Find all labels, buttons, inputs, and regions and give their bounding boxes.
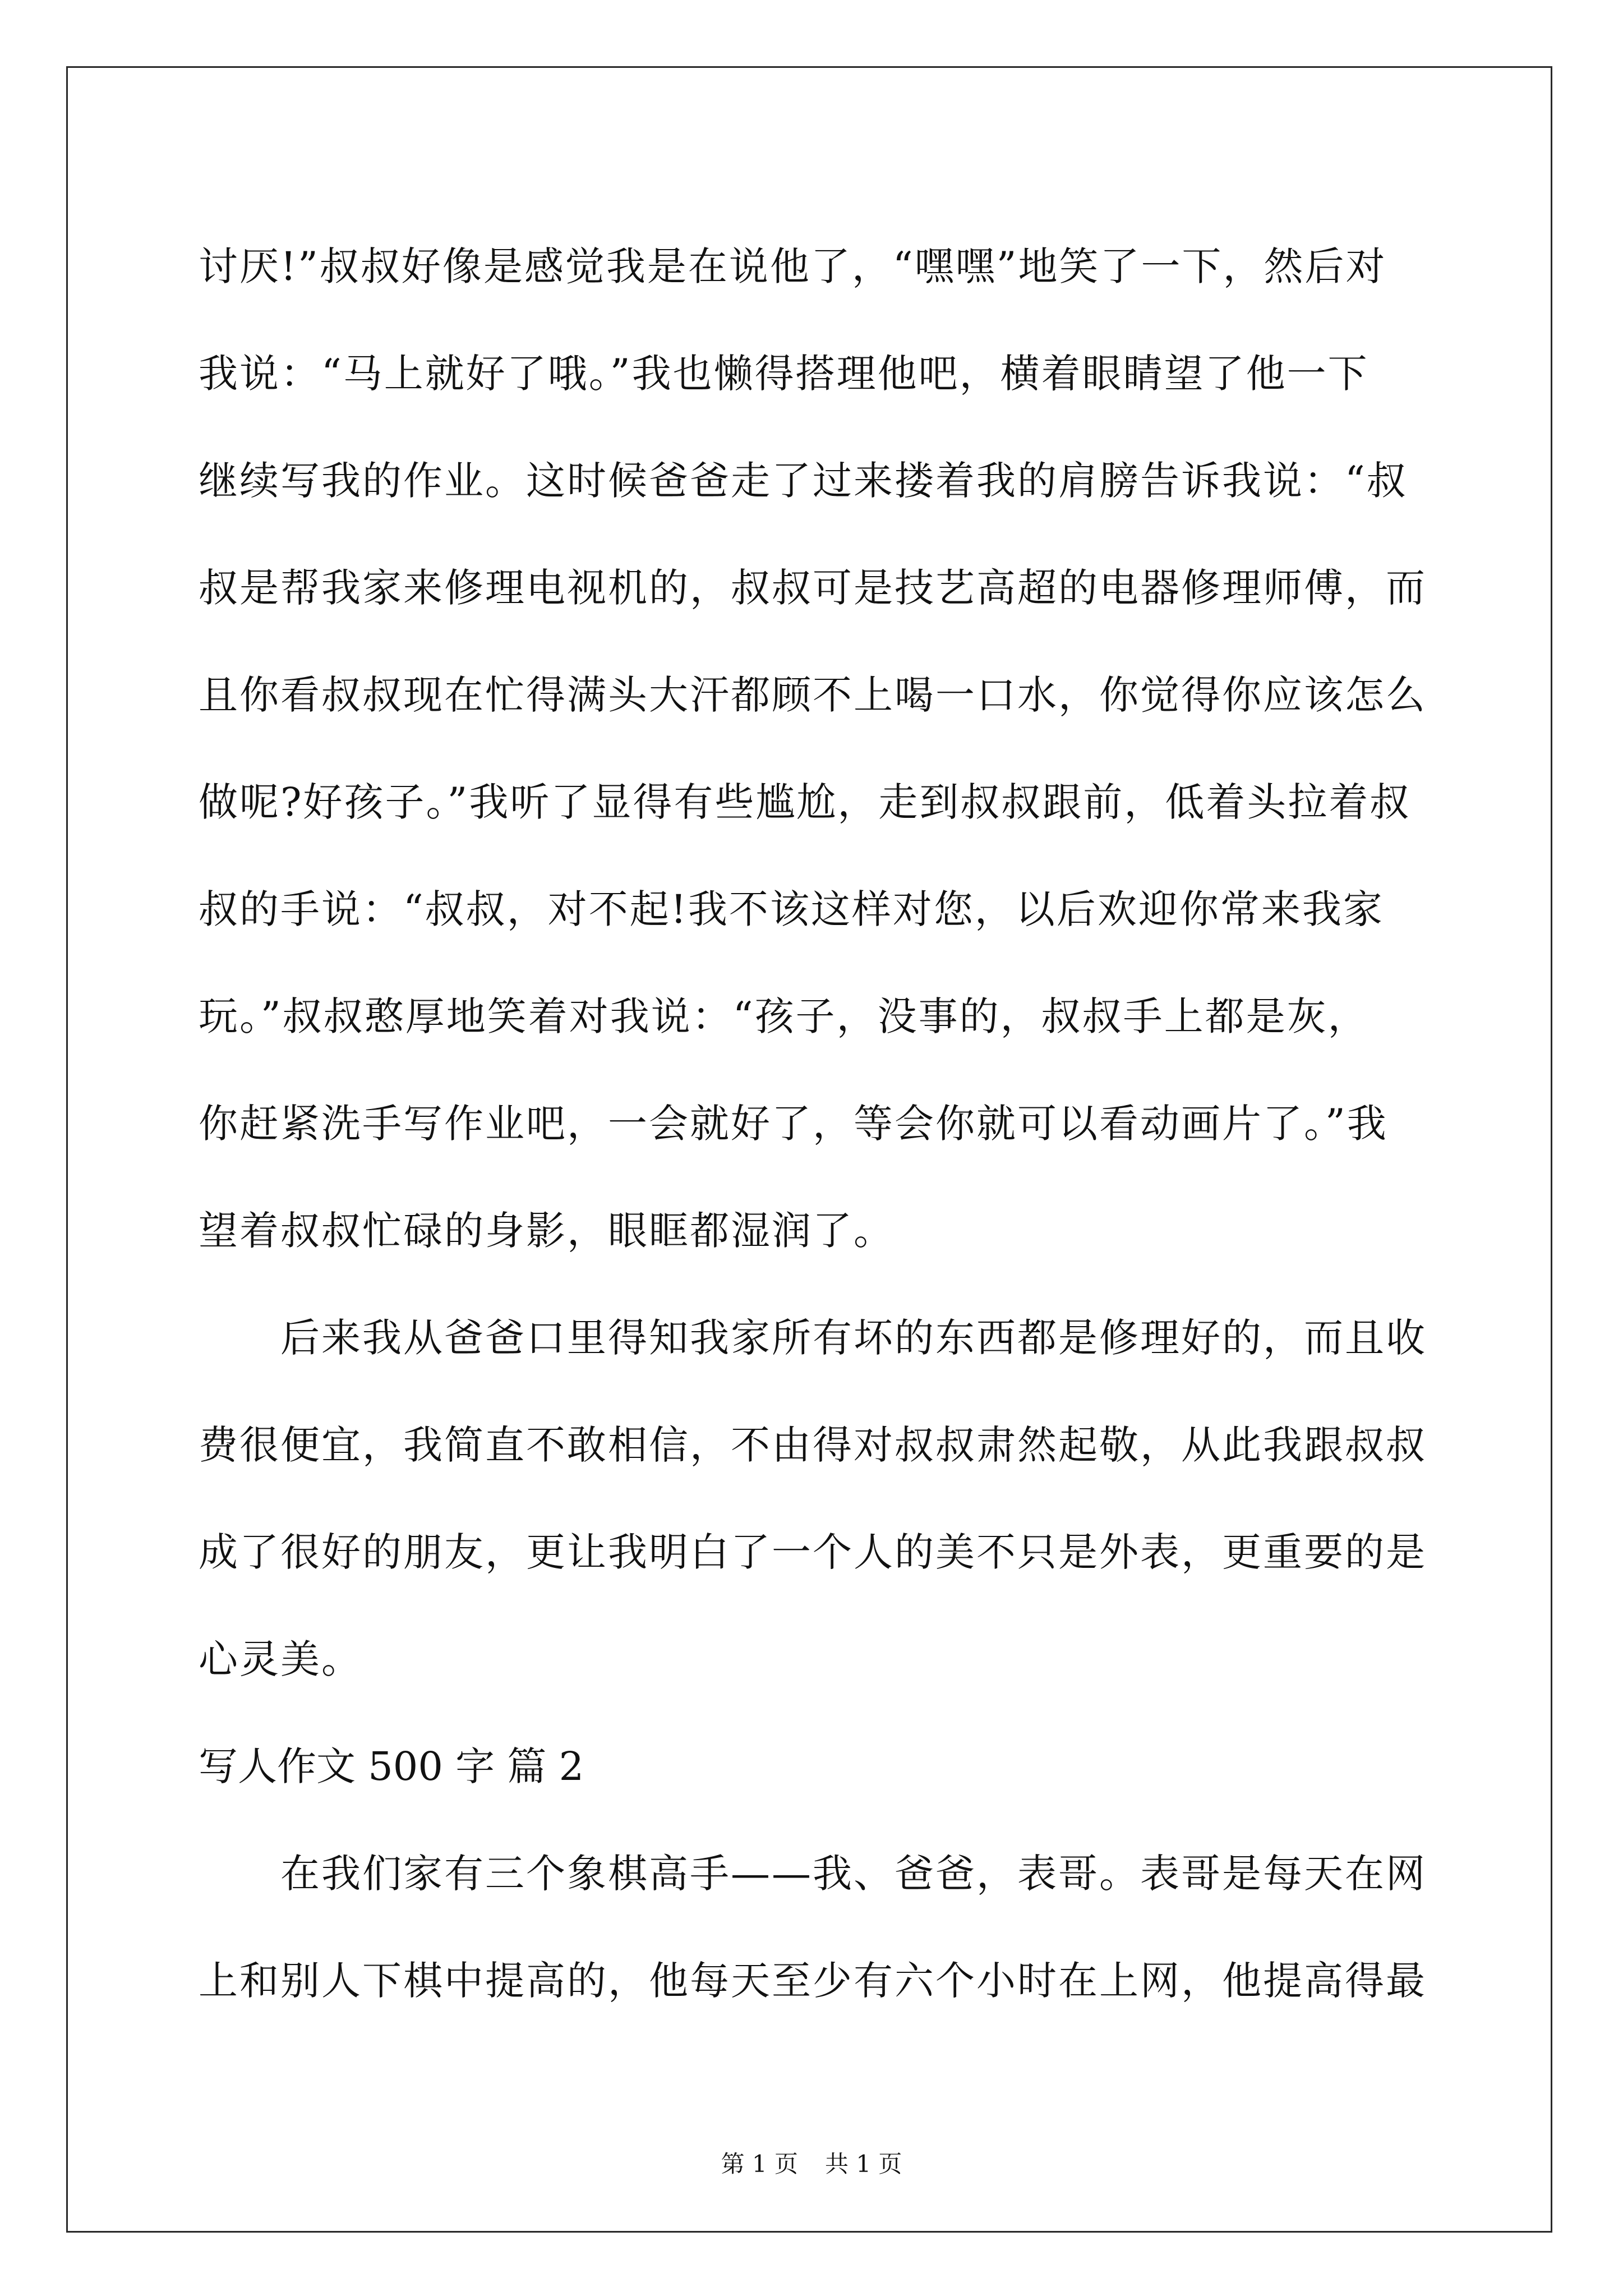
text-line: 你赶紧洗手写作业吧，一会就好了，等会你就可以看动画片了。”我 — [199, 1101, 1388, 1147]
page-number: 第 1 页 — [721, 2150, 798, 2178]
text-line: 望着叔叔忙碌的身影，眼眶都湿润了。 — [199, 1208, 895, 1254]
text-line: 叔的手说：“叔叔，对不起!我不该这样对您，以后欢迎你常来我家 — [199, 886, 1384, 932]
page-footer — [0, 2147, 1623, 2181]
section-heading: 写人作文 500 字 篇 2 — [199, 1743, 584, 1789]
text-line: 且你看叔叔现在忙得满头大汗都顾不上喝一口水，你觉得你应该怎么 — [199, 672, 1427, 718]
text-line: 心灵美。 — [199, 1636, 362, 1682]
text-line: 我说：“马上就好了哦。”我也懒得搭理他吧，横着眼睛望了他一下 — [199, 351, 1369, 397]
text-line: 玩。”叔叔憨厚地笑着对我说：“孩子，没事的，叔叔手上都是灰， — [199, 993, 1369, 1039]
text-line: 继续写我的作业。这时候爸爸走了过来搂着我的肩膀告诉我说：“叔 — [199, 458, 1408, 504]
text-line: 叔是帮我家来修理电视机的，叔叔可是技艺高超的电器修理师傅，而 — [199, 565, 1427, 611]
text-line: 费很便宜，我简直不敢相信，不由得对叔叔肃然起敬，从此我跟叔叔 — [199, 1422, 1427, 1468]
text-line: 成了很好的朋友，更让我明白了一个人的美不只是外表，更重要的是 — [199, 1529, 1427, 1575]
text-line: 后来我从爸爸口里得知我家所有坏的东西都是修理好的，而且收 — [280, 1315, 1427, 1361]
text-line: 在我们家有三个象棋高手——我、爸爸，表哥。表哥是每天在网 — [280, 1851, 1427, 1897]
paragraph-1 — [199, 213, 1432, 1285]
document-body — [199, 213, 1432, 2035]
text-line: 讨厌!”叔叔好像是感觉我是在说他了，“嘿嘿”地笑了一下，然后对 — [199, 243, 1387, 289]
page-total: 共 1 页 — [825, 2150, 902, 2178]
text-line: 做呢?好孩子。”我听了显得有些尴尬，走到叔叔跟前，低着头拉着叔 — [199, 779, 1411, 825]
paragraph-3 — [199, 1820, 1432, 2035]
paragraph-2 — [199, 1285, 1432, 1713]
text-line: 上和别人下棋中提高的，他每天至少有六个小时在上网，他提高得最 — [199, 1958, 1427, 2004]
